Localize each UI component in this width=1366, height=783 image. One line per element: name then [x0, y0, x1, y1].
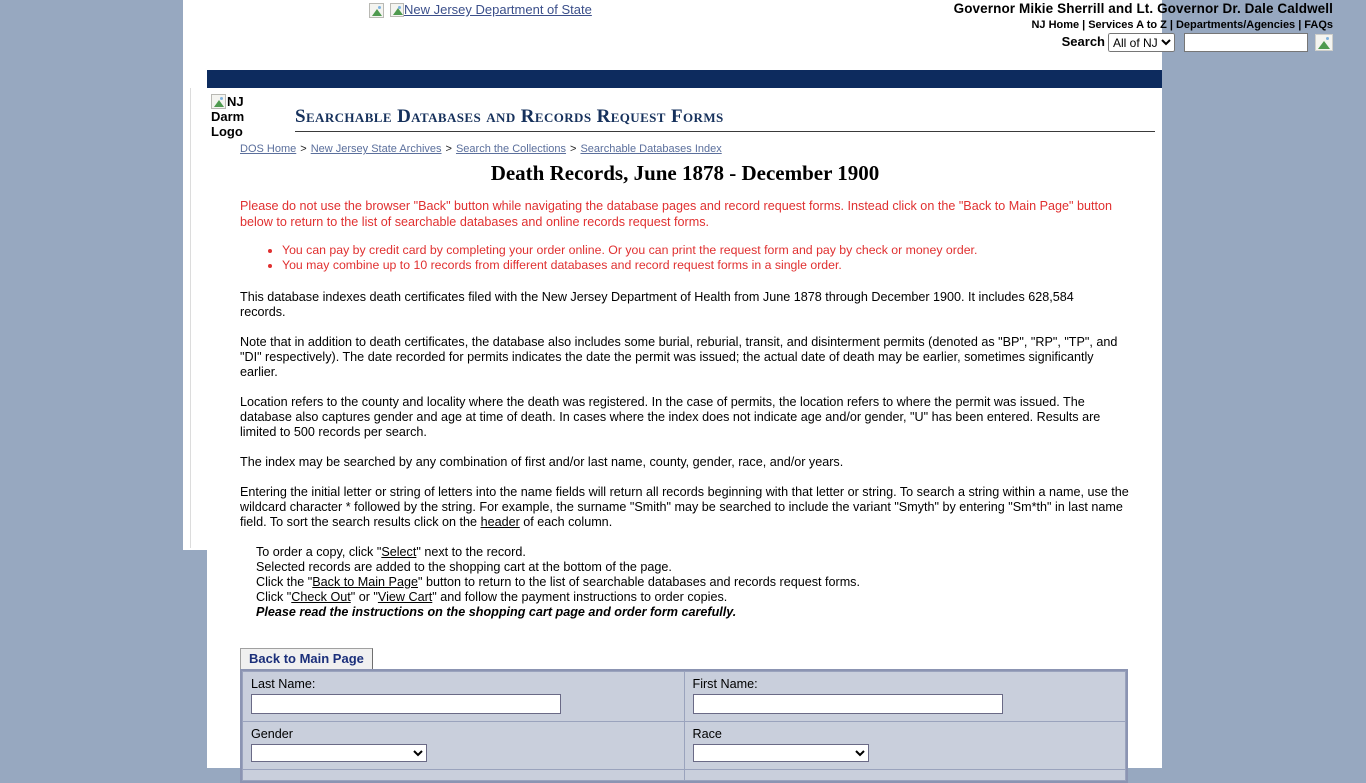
instruction-line-3 [256, 575, 1146, 590]
description-paragraph-1: This database indexes death certificates filed with the New Jersey Department of Health from June 1878 through December 1900. It includes 628,584 records. [240, 290, 1074, 319]
instruction-3-suffix: " button to return to the list of searchable databases and records request forms. [417, 575, 860, 589]
nav-item-faqs[interactable]: FAQs [1304, 19, 1333, 31]
table-row [243, 722, 1126, 770]
department-of-state-link-label[interactable]: New Jersey Department of State [404, 2, 592, 17]
list-item: • You can pay by credit card by completing your order online. Or you can print the request form and pay by check or money order. [282, 243, 1142, 258]
instruction-1-prefix: To order a copy, click " [256, 545, 382, 559]
wildcard-text-after: of each column. [519, 515, 613, 529]
page-title: Death Records, June 1878 - December 1900 [490, 161, 880, 185]
race-label: Race [692, 727, 722, 741]
race-select[interactable] [693, 744, 869, 762]
broken-image-icon [211, 94, 226, 109]
instruction-line-1 [256, 545, 1146, 560]
list-item: • You may combine up to 10 records from different databases and record request forms in a single order. [282, 258, 1142, 273]
description-paragraph-4: The index may be searched by any combination of first and/or last name, county, gender, race, and/or years. [240, 455, 844, 469]
nav-separator-1: | [1082, 19, 1086, 31]
description-paragraph-5 [240, 485, 1130, 530]
view-cart-term: View Cart [377, 590, 433, 604]
next-row-cell-left [243, 770, 685, 781]
wildcard-text-before: Entering the initial letter or string of letters into the name fields will return all records beginning with that letter or string. To search a string within a name, use the wildcard character * followed by the string. For example, the surname "Smith" may be searched to include the variant "Smyth" by entering "Sm*th" in last name field. To sort the search results click on the [240, 485, 1129, 529]
back-to-main-page-term: Back to Main Page [312, 575, 418, 589]
department-of-state-logo-link[interactable] [390, 2, 592, 17]
last-name-label: Last Name: [251, 677, 316, 691]
nav-separator-3: | [1298, 19, 1302, 31]
race-cell [684, 722, 1126, 770]
browser-back-warning: Please do not use the browser "Back" button while navigating the database pages and record request forms. Instead click on the "Back to Main Page" button below to return to the list of searchable databases and online records request forms. [240, 199, 1112, 229]
breadcrumb-item-searchable-databases-index[interactable]: Searchable Databases Index [580, 143, 722, 155]
check-out-term: Check Out [291, 590, 351, 604]
payment-notes-list [264, 243, 1142, 273]
first-name-cell [684, 672, 1126, 722]
governor-line: Governor Mikie Sherrill and Lt. Governor Dr. Dale Caldwell [953, 1, 1333, 16]
breadcrumb-separator-2: > [445, 143, 452, 155]
search-label: Search [1061, 33, 1105, 49]
site-header [183, 0, 1333, 70]
search-input[interactable] [1184, 33, 1308, 52]
search-form [240, 669, 1128, 783]
instruction-4-suffix: " and follow the payment instructions to order copies. [432, 590, 728, 604]
nav-item-nj-home[interactable]: NJ Home [1031, 19, 1080, 31]
breadcrumb-item-search-collections[interactable]: Search the Collections [455, 143, 567, 155]
main-content [207, 88, 1162, 768]
next-row-cell-right [684, 770, 1126, 781]
gender-select[interactable] [251, 744, 427, 762]
column-header-term: header [480, 515, 520, 529]
search-go-icon[interactable] [1315, 34, 1333, 51]
instruction-4-prefix: Click " [256, 590, 292, 604]
state-seal-image-placeholder [369, 3, 384, 18]
nav-separator-2: | [1169, 19, 1173, 31]
site-search [883, 33, 1333, 52]
description-paragraph-3: Location refers to the county and locality where the death was registered. In the case of permits, the location refers to where the permit was issued. The database also captures gender and age at time of death. In cases where the index does not indicate age and/or gender, "U" has been entered. Results are limited to 500 records per search. [240, 395, 1101, 439]
back-to-main-page-button-wrap [240, 648, 373, 670]
gender-label: Gender [251, 727, 294, 741]
darm-logo-placeholder [211, 94, 261, 139]
ordering-instructions [256, 545, 1146, 620]
darm-logo-alt-text: NJ Darm Logo [211, 94, 245, 139]
breadcrumb-separator-3: > [570, 143, 577, 155]
breadcrumb [240, 143, 722, 155]
instruction-line-4 [256, 590, 1146, 605]
select-term: Select [381, 545, 417, 559]
last-name-cell [243, 672, 685, 722]
back-to-main-page-button[interactable]: Back to Main Page [240, 648, 373, 670]
breadcrumb-item-dos-home[interactable]: DOS Home [240, 143, 297, 155]
instruction-line-2: Selected records are added to the shopping cart at the bottom of the page. [256, 560, 672, 574]
instruction-1-suffix: " next to the record. [416, 545, 526, 559]
instruction-line-5-emphasis: Please read the instructions on the shopping cart page and order form carefully. [256, 605, 737, 619]
table-row [243, 770, 1126, 781]
nav-item-services-a-to-z[interactable]: Services A to Z [1088, 19, 1167, 31]
instruction-4-mid: " or " [350, 590, 378, 604]
navy-divider-bar [207, 70, 1162, 88]
breadcrumb-item-state-archives[interactable]: New Jersey State Archives [310, 143, 442, 155]
table-row [243, 672, 1126, 722]
nav-item-departments-agencies[interactable]: Departments/Agencies [1175, 19, 1296, 31]
search-scope-select[interactable] [1108, 33, 1175, 52]
first-name-input[interactable] [693, 694, 1003, 714]
instruction-3-prefix: Click the " [256, 575, 313, 589]
section-title: Searchable Databases and Records Request Forms [295, 106, 1155, 132]
broken-image-icon [369, 3, 384, 18]
utility-nav [803, 19, 1333, 31]
breadcrumb-separator-1: > [300, 143, 307, 155]
gender-cell [243, 722, 685, 770]
first-name-label: First Name: [692, 677, 758, 691]
description-paragraph-2: Note that in addition to death certificates, the database also includes some burial, reburial, transit, and disinterment permits (denoted as "BP", "RP", "TP", and "DI" respectively). The date recorded for permits indicates the date the permit was issued; the actual date of death may be earlier, sometimes significantly earlier. [240, 335, 1118, 379]
last-name-input[interactable] [251, 694, 561, 714]
left-inner-strip [190, 88, 208, 548]
broken-image-icon [390, 3, 404, 17]
